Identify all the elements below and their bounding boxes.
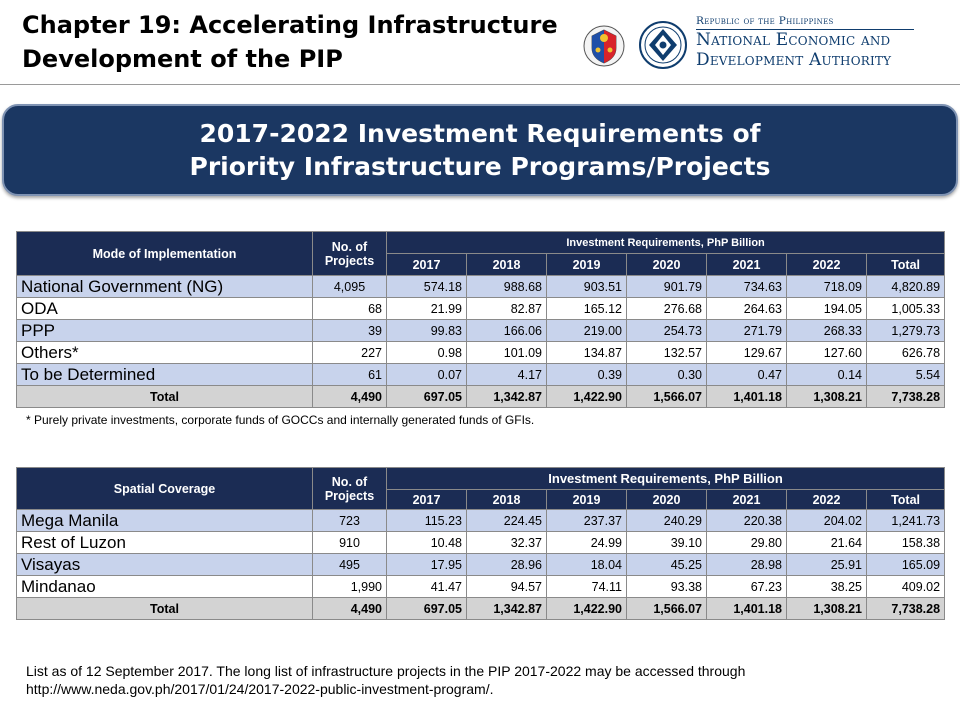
total-value: 697.05: [387, 386, 467, 408]
total-value: 1,422.90: [547, 386, 627, 408]
total-value: 697.05: [387, 598, 467, 620]
row-value: 10.48: [387, 532, 467, 554]
row-projects: 1,990: [313, 576, 387, 598]
row-value: 45.25: [627, 554, 707, 576]
org-name-line-2: Development Authority: [696, 50, 892, 70]
row-value: 237.37: [547, 510, 627, 532]
row-value: 734.63: [707, 276, 787, 298]
row-value: 127.60: [787, 342, 867, 364]
total-label: Total: [17, 598, 313, 620]
row-value: 38.25: [787, 576, 867, 598]
row-value: 4.17: [467, 364, 547, 386]
row-value: 0.98: [387, 342, 467, 364]
total-header: Total: [867, 490, 945, 510]
total-value: 1,308.21: [787, 386, 867, 408]
row-value: 254.73: [627, 320, 707, 342]
year-header: 2017: [387, 490, 467, 510]
total-value: 1,342.87: [467, 386, 547, 408]
row-value: 224.45: [467, 510, 547, 532]
table-row: [17, 554, 945, 576]
spatial-coverage-table: [16, 467, 945, 620]
mode-header: Mode of Implementation: [17, 232, 313, 276]
row-total: 5.54: [867, 364, 945, 386]
row-value: 0.47: [707, 364, 787, 386]
total-value: 1,401.18: [707, 386, 787, 408]
row-value: 0.30: [627, 364, 707, 386]
table-row: [17, 342, 945, 364]
row-value: 276.68: [627, 298, 707, 320]
row-label: ODA: [17, 298, 313, 320]
row-value: 0.39: [547, 364, 627, 386]
row-value: 166.06: [467, 320, 547, 342]
row-value: 204.02: [787, 510, 867, 532]
row-value: 94.57: [467, 576, 547, 598]
row-value: 39.10: [627, 532, 707, 554]
row-value: 24.99: [547, 532, 627, 554]
row-value: 18.04: [547, 554, 627, 576]
chapter-title: [22, 8, 562, 76]
year-header: 2022: [787, 490, 867, 510]
banner-title-line-1: 2017-2022 Investment Requirements of: [199, 119, 761, 148]
grand-total: 7,738.28: [867, 386, 945, 408]
total-row: [17, 598, 945, 620]
chapter-title-line-1: Chapter 19: Accelerating Infrastructure: [22, 11, 558, 39]
row-projects: 4,095: [313, 276, 387, 298]
row-label: Visayas: [17, 554, 313, 576]
row-value: 82.87: [467, 298, 547, 320]
total-value: 1,422.90: [547, 598, 627, 620]
row-total: 165.09: [867, 554, 945, 576]
projects-header: No. of Projects: [313, 468, 387, 510]
row-value: 29.80: [707, 532, 787, 554]
row-value: 0.07: [387, 364, 467, 386]
row-projects: 61: [313, 364, 387, 386]
row-projects: 723: [313, 510, 387, 532]
table-row: [17, 320, 945, 342]
row-value: 903.51: [547, 276, 627, 298]
row-value: 165.12: [547, 298, 627, 320]
org-republic: Republic of the Philippines: [696, 14, 914, 30]
row-total: 158.38: [867, 532, 945, 554]
row-projects: 68: [313, 298, 387, 320]
row-value: 28.98: [707, 554, 787, 576]
year-header: 2020: [627, 490, 707, 510]
year-header: 2022: [787, 254, 867, 276]
table-row: [17, 510, 945, 532]
row-value: 17.95: [387, 554, 467, 576]
row-value: 129.67: [707, 342, 787, 364]
year-header: 2019: [547, 254, 627, 276]
row-value: 21.99: [387, 298, 467, 320]
row-projects: 910: [313, 532, 387, 554]
row-value: 25.91: [787, 554, 867, 576]
row-label: National Government (NG): [17, 276, 313, 298]
banner-title-line-2: Priority Infrastructure Programs/Projects: [189, 152, 771, 181]
row-label: To be Determined: [17, 364, 313, 386]
table-row: [17, 298, 945, 320]
row-value: 74.11: [547, 576, 627, 598]
row-value: 268.33: [787, 320, 867, 342]
year-header: 2018: [467, 254, 547, 276]
row-value: 194.05: [787, 298, 867, 320]
chapter-title-line-2: Development of the PIP: [22, 45, 343, 73]
row-value: 93.38: [627, 576, 707, 598]
row-projects: 495: [313, 554, 387, 576]
table-row: [17, 364, 945, 386]
total-label: Total: [17, 386, 313, 408]
footnote: * Purely private investments, corporate funds of GOCCs and internally generated funds of GFIs.: [26, 413, 535, 427]
total-value: 1,566.07: [627, 386, 707, 408]
total-projects: 4,490: [313, 598, 387, 620]
row-total: 4,820.89: [867, 276, 945, 298]
row-value: 264.63: [707, 298, 787, 320]
grand-total: 7,738.28: [867, 598, 945, 620]
row-value: 240.29: [627, 510, 707, 532]
table-row: [17, 532, 945, 554]
year-header: 2021: [707, 490, 787, 510]
source-note-link[interactable]: http://www.neda.gov.ph/2017/01/24/2017-2022-public-investment-program/.: [26, 681, 494, 697]
year-header: 2017: [387, 254, 467, 276]
row-label: Mindanao: [17, 576, 313, 598]
row-value: 901.79: [627, 276, 707, 298]
table-row: [17, 276, 945, 298]
row-label: PPP: [17, 320, 313, 342]
mode-of-implementation-table: [16, 231, 945, 408]
row-total: 409.02: [867, 576, 945, 598]
year-header: 2020: [627, 254, 707, 276]
row-value: 21.64: [787, 532, 867, 554]
row-value: 32.37: [467, 532, 547, 554]
year-header: 2019: [547, 490, 627, 510]
row-total: 1,241.73: [867, 510, 945, 532]
row-total: 626.78: [867, 342, 945, 364]
neda-logo-icon: [638, 18, 688, 72]
row-label: Rest of Luzon: [17, 532, 313, 554]
total-projects: 4,490: [313, 386, 387, 408]
row-value: 718.09: [787, 276, 867, 298]
total-value: 1,342.87: [467, 598, 547, 620]
year-header: 2018: [467, 490, 547, 510]
org-name: [696, 14, 936, 70]
row-value: 67.23: [707, 576, 787, 598]
row-value: 219.00: [547, 320, 627, 342]
org-name-line-1: National Economic and: [696, 30, 891, 50]
total-row: [17, 386, 945, 408]
row-value: 988.68: [467, 276, 547, 298]
total-value: 1,308.21: [787, 598, 867, 620]
row-value: 574.18: [387, 276, 467, 298]
row-value: 99.83: [387, 320, 467, 342]
row-projects: 39: [313, 320, 387, 342]
row-value: 41.47: [387, 576, 467, 598]
total-value: 1,566.07: [627, 598, 707, 620]
row-total: 1,279.73: [867, 320, 945, 342]
table-row: [17, 576, 945, 598]
row-value: 115.23: [387, 510, 467, 532]
header-divider: [0, 84, 960, 85]
source-note-line-1: List as of 12 September 2017. The long list of infrastructure projects in the PIP 2017-2022 may be accessed through: [26, 663, 746, 679]
investment-group-header: Investment Requirements, PhP Billion: [387, 232, 945, 254]
row-label: Others*: [17, 342, 313, 364]
year-header: 2021: [707, 254, 787, 276]
row-value: 271.79: [707, 320, 787, 342]
total-value: 1,401.18: [707, 598, 787, 620]
row-total: 1,005.33: [867, 298, 945, 320]
row-value: 134.87: [547, 342, 627, 364]
row-value: 132.57: [627, 342, 707, 364]
row-projects: 227: [313, 342, 387, 364]
total-header: Total: [867, 254, 945, 276]
philippine-seal-icon: [582, 24, 626, 68]
spatial-header: Spatial Coverage: [17, 468, 313, 510]
source-note: [26, 662, 926, 698]
row-value: 101.09: [467, 342, 547, 364]
title-banner: [2, 104, 958, 196]
row-value: 28.96: [467, 554, 547, 576]
row-value: 0.14: [787, 364, 867, 386]
projects-header: No. of Projects: [313, 232, 387, 276]
row-label: Mega Manila: [17, 510, 313, 532]
investment-group-header: Investment Requirements, PhP Billion: [387, 468, 945, 490]
row-value: 220.38: [707, 510, 787, 532]
